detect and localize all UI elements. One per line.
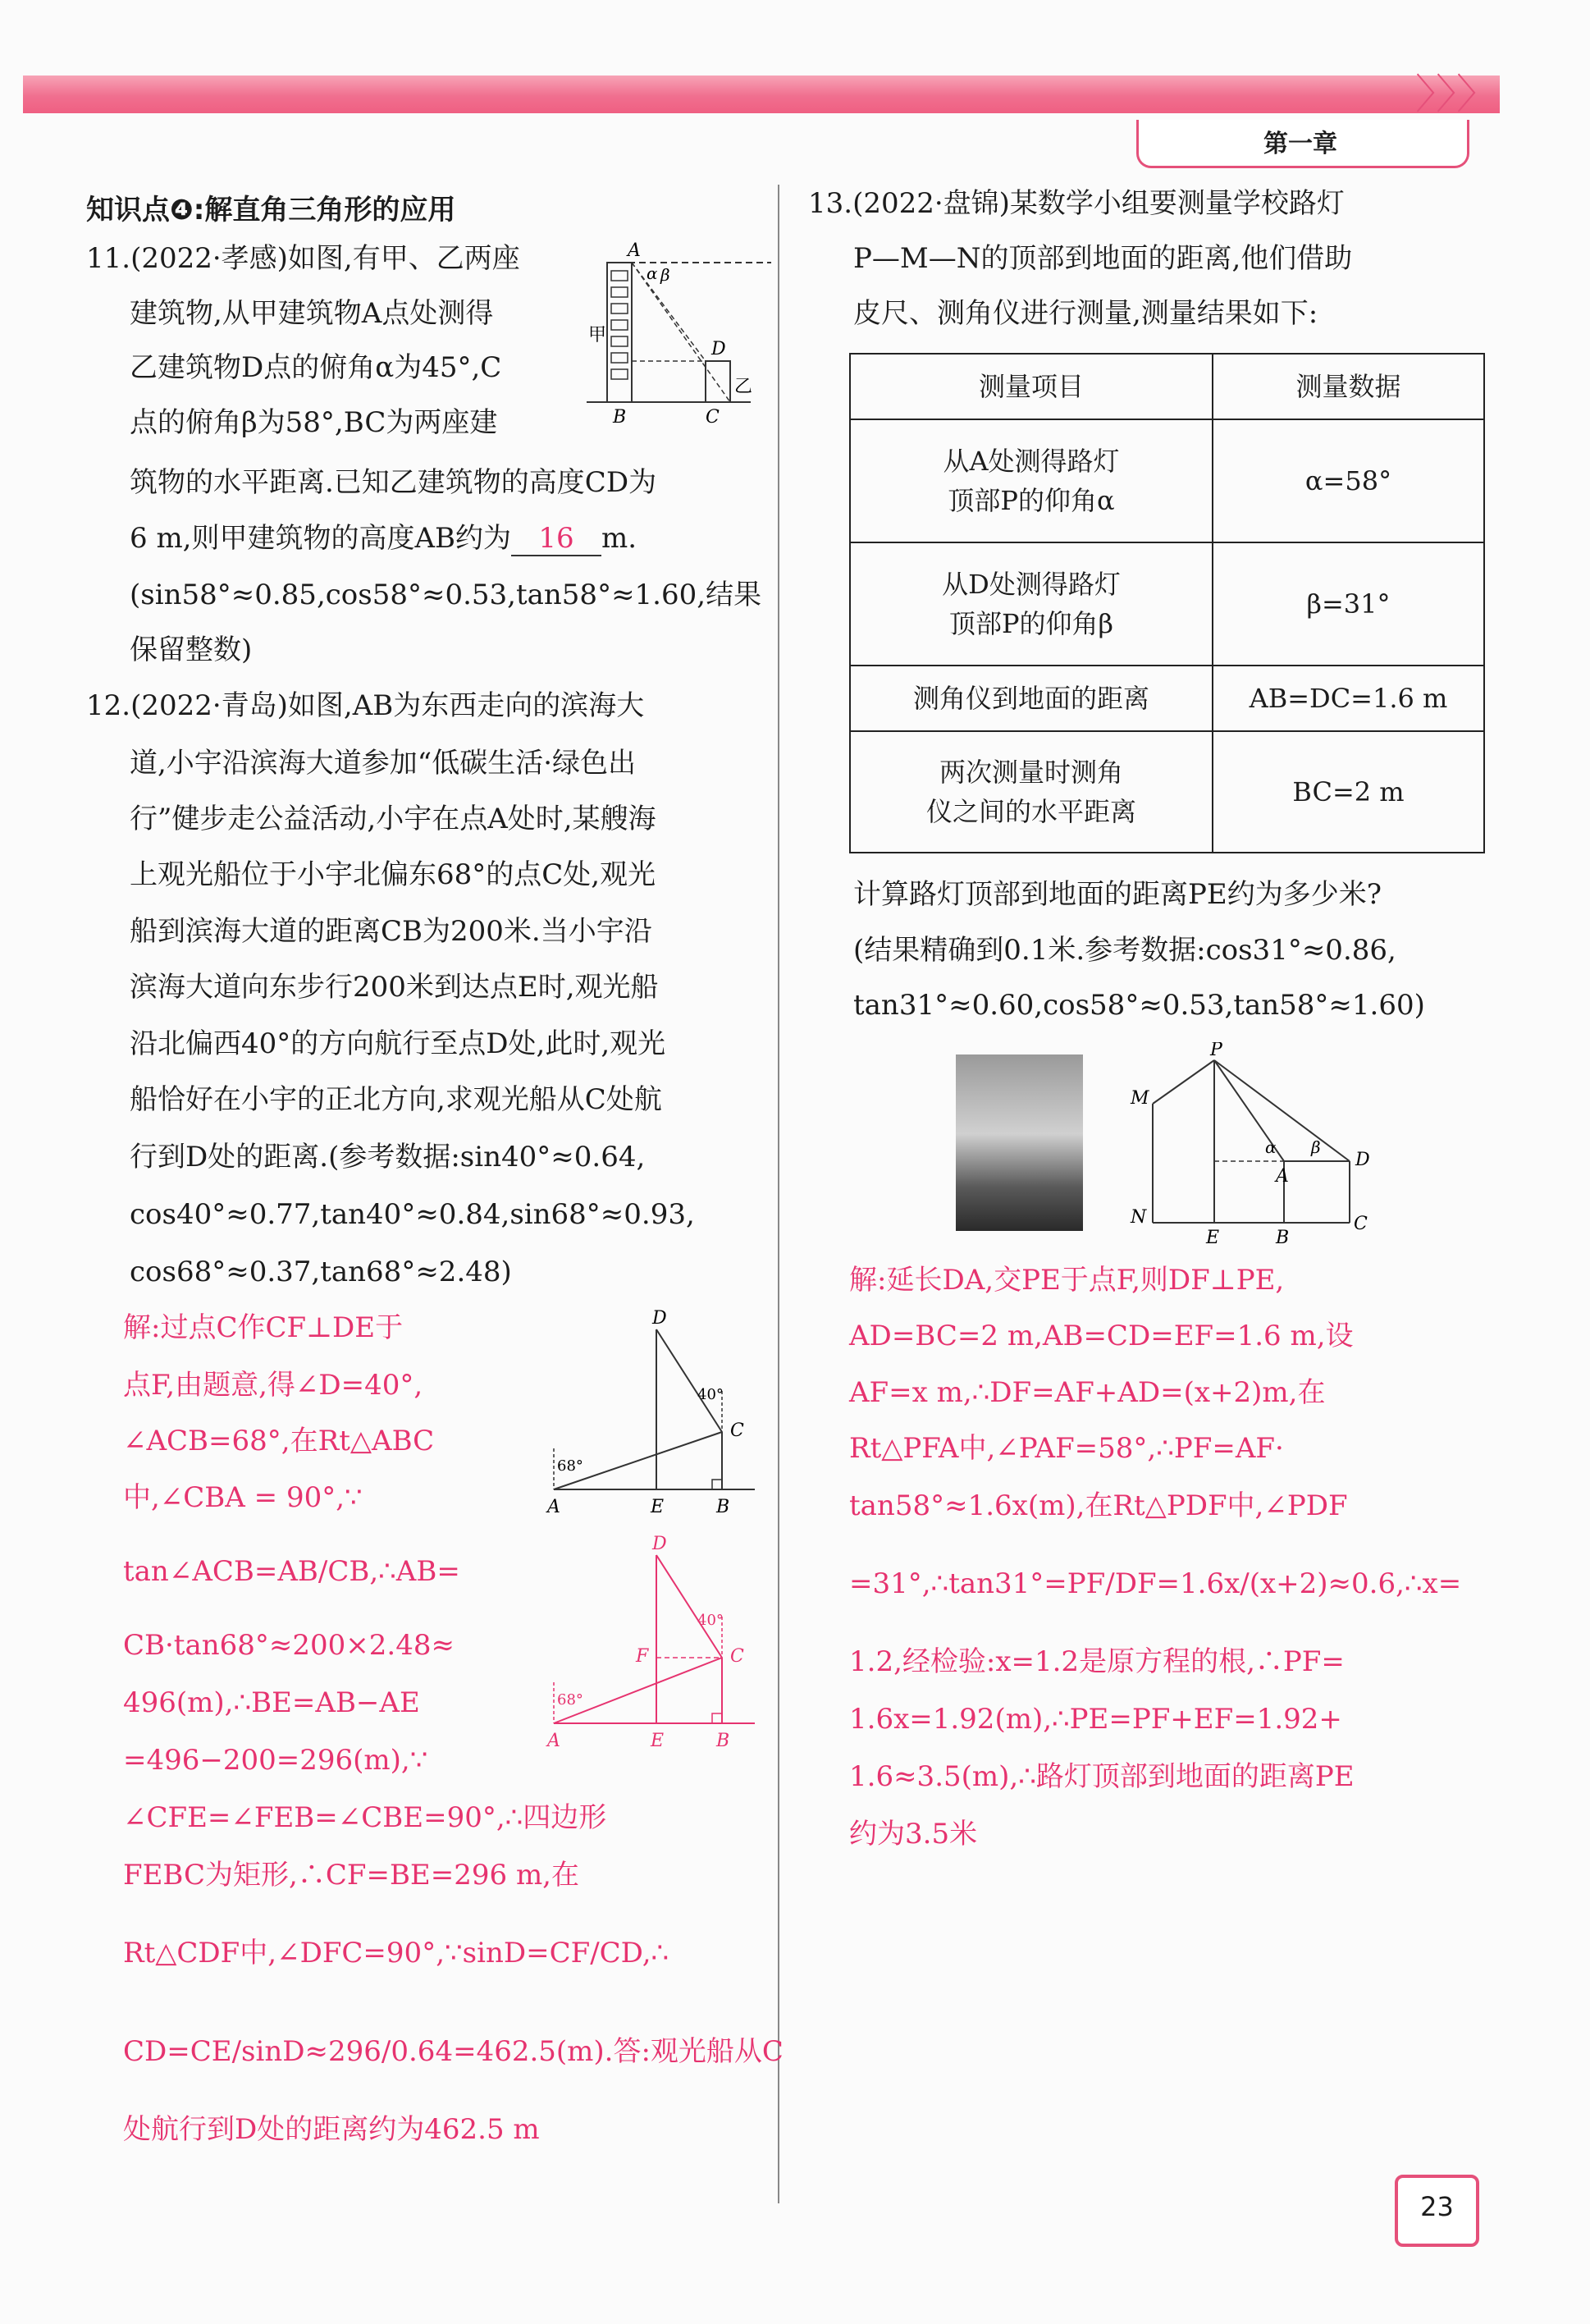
q12-solution-line: 点F,由题意,得∠D=40°, — [123, 1369, 423, 1402]
label-C: C — [1354, 1214, 1368, 1234]
q13-after-line: 计算路灯顶部到地面的距离PE约为多少米? — [853, 878, 1382, 911]
label-68: 68° — [557, 1691, 583, 1709]
label-C: C — [730, 1420, 744, 1441]
label-D: D — [652, 1309, 667, 1329]
q12-line: 滨海大道向东步行200米到达点E时,观光船 — [130, 971, 659, 1004]
q13-after-line: (结果精确到0.1米.参考数据:cos31°≈0.86, — [853, 934, 1396, 967]
label-40: 40° — [697, 1386, 724, 1403]
q12-solution-line: CD=CE/sinD≈296/0.64=462.5(m).答:观光船从C — [123, 2035, 784, 2068]
q12-solution-line: =496−200=296(m),∵ — [123, 1744, 428, 1777]
q11-line: 6 m,则甲建筑物的高度AB约为 16 m. — [130, 522, 637, 555]
label-B: B — [613, 407, 627, 427]
table-cell: 两次测量时测角 仪之间的水平距离 — [850, 731, 1213, 853]
measurement-table — [849, 353, 1485, 853]
q13-solution-line: 1.2,经检验:x=1.2是原方程的根,∴PF= — [849, 1645, 1345, 1678]
label-D: D — [1355, 1150, 1370, 1170]
q13-figure — [1124, 1042, 1387, 1247]
table-cell: 测角仪到地面的距离 — [850, 666, 1213, 731]
q12-figure-1 — [537, 1309, 767, 1530]
label-B: B — [716, 1497, 730, 1517]
label-E: E — [651, 1497, 665, 1517]
label-beta: β — [1311, 1137, 1321, 1157]
chapter-title: 第一章 — [1263, 130, 1337, 158]
building-yi — [706, 361, 730, 402]
q12-line: 船恰好在小宇的正北方向,求观光船从C处航 — [130, 1083, 662, 1116]
q13-solution-line: Rt△PFA中,∠PAF=58°,∴PF=AF· — [849, 1432, 1284, 1465]
q12-solution-line: tan∠ACB=AB/CB,∴AB= — [123, 1555, 460, 1588]
q12-solution-line: CB·tan68°≈200×2.48≈ — [123, 1629, 455, 1662]
header-bar — [23, 71, 1500, 118]
label-C: C — [730, 1646, 744, 1667]
label-jia: 甲 — [588, 325, 607, 345]
label-40: 40° — [697, 1612, 724, 1629]
q12-line: 行”健步走公益活动,小宇在点A处时,某艘海 — [130, 803, 656, 835]
q12-line: 道,小宇沿滨海大道参加“低碳生活·绿色出 — [130, 747, 636, 780]
q13-after-line: tan31°≈0.60,cos58°≈0.53,tan58°≈1.60) — [853, 989, 1425, 1022]
label-E: E — [651, 1731, 665, 1751]
q12-line: 上观光船位于小宇北偏东68°的点C处,观光 — [130, 858, 656, 891]
q11-line: 11.(2022·孝感)如图,有甲、乙两座 — [86, 242, 520, 275]
q12-solution-line: ∠ACB=68°,在Rt△ABC — [123, 1425, 435, 1457]
q13-line: 13.(2022·盘锦)某数学小组要测量学校路灯 — [808, 187, 1345, 220]
label-A: A — [628, 240, 641, 261]
q13-solution-line: AF=x m,∴DF=AF+AD=(x+2)m,在 — [849, 1376, 1326, 1409]
chevron-icons: 〉〉〉 — [1415, 71, 1497, 118]
q11-line: 建筑物,从甲建筑物A点处测得 — [130, 297, 494, 330]
q13-solution-line: tan58°≈1.6x(m),在Rt△PDF中,∠PDF — [849, 1489, 1348, 1522]
q12-solution-line: Rt△CDF中,∠DFC=90°,∵sinD=CF/CD,∴ — [123, 1937, 669, 1969]
label-D: D — [711, 339, 726, 359]
table-cell: 从D处测得路灯 顶部P的仰角β — [850, 542, 1213, 666]
q12-solution-line: ∠CFE=∠FEB=∠CBE=90°,∴四边形 — [123, 1801, 607, 1834]
label-yi: 乙 — [734, 377, 753, 397]
table-cell: 从A处测得路灯 顶部P的仰角α — [850, 419, 1213, 542]
label-B: B — [1276, 1228, 1290, 1247]
label-A: A — [1276, 1166, 1289, 1187]
q13-solution-line: 解:延长DA,交PE于点F,则DF⊥PE, — [849, 1264, 1285, 1297]
table-cell: β=31° — [1213, 542, 1484, 666]
q12-solution-line: 中,∠CBA = 90°,∵ — [123, 1481, 363, 1514]
column-divider — [778, 185, 779, 2203]
label-M: M — [1131, 1088, 1149, 1109]
q12-line: 12.(2022·青岛)如图,AB为东西走向的滨海大 — [86, 689, 645, 722]
label-A: A — [547, 1497, 560, 1517]
q11-line: (sin58°≈0.85,cos58°≈0.53,tan58°≈1.60,结果 — [130, 579, 762, 611]
label-D: D — [652, 1535, 667, 1554]
q11-line: 保留整数) — [130, 634, 253, 666]
label-C: C — [706, 407, 720, 427]
q11-figure — [578, 238, 775, 427]
table-cell: AB=DC=1.6 m — [1213, 666, 1484, 731]
table-cell: BC=2 m — [1213, 731, 1484, 853]
label-A: A — [547, 1731, 560, 1751]
table-header: 测量项目 — [850, 354, 1213, 419]
q12-line: 船到滨海大道的距离CB为200米.当小宇沿 — [130, 915, 652, 948]
streetlight-photo — [956, 1054, 1083, 1231]
q12-line: 行到D处的距离.(参考数据:sin40°≈0.64, — [130, 1141, 646, 1173]
q12-solution-line: 处航行到D处的距离约为462.5 m — [123, 2113, 540, 2146]
q12-solution-line: 解:过点C作CF⊥DE于 — [123, 1311, 404, 1344]
table-cell: α=58° — [1213, 419, 1484, 542]
q13-line: 皮尺、测角仪进行测量,测量结果如下: — [853, 297, 1318, 330]
q12-figure-2 — [537, 1535, 767, 1756]
q13-solution-line: AD=BC=2 m,AB=CD=EF=1.6 m,设 — [849, 1320, 1354, 1352]
label-alpha: α — [647, 263, 658, 283]
label-B: B — [716, 1731, 730, 1751]
q11-line: 筑物的水平距离.已知乙建筑物的高度CD为 — [130, 466, 657, 499]
q12-line: cos68°≈0.37,tan68°≈2.48) — [130, 1256, 512, 1288]
q13-line: P—M—N的顶部到地面的距离,他们借助 — [853, 242, 1353, 275]
q13-solution-line: =31°,∴tan31°=PF/DF=1.6x/(x+2)≈0.6,∴x= — [849, 1567, 1462, 1600]
q13-solution-line: 1.6≈3.5(m),∴路灯顶部到地面的距离PE — [849, 1760, 1355, 1793]
q11-answer: 16 — [511, 522, 601, 556]
label-beta: β — [660, 265, 670, 285]
label-N: N — [1131, 1207, 1147, 1228]
label-F: F — [636, 1646, 649, 1667]
label-E: E — [1206, 1228, 1220, 1247]
label-68: 68° — [557, 1457, 583, 1475]
sight-line-c — [632, 263, 730, 402]
q12-solution-line: 496(m),∴BE=AB−AE — [123, 1686, 420, 1719]
q11-line: 点的俯角β为58°,BC为两座建 — [130, 406, 498, 439]
q12-line: 沿北偏西40°的方向航行至点D处,此时,观光 — [130, 1027, 666, 1060]
q12-line: cos40°≈0.77,tan40°≈0.84,sin68°≈0.93, — [130, 1198, 695, 1231]
label-P: P — [1210, 1042, 1222, 1060]
q13-solution-line: 1.6x=1.92(m),∴PE=PF+EF=1.92+ — [849, 1703, 1342, 1736]
page-number: 23 — [1420, 2191, 1454, 2222]
section-title: 知识点❹:解直角三角形的应用 — [86, 194, 456, 226]
q12-solution-line: FEBC为矩形,∴CF=BE=296 m,在 — [123, 1859, 579, 1892]
building-jia — [607, 263, 632, 402]
table-header: 测量数据 — [1213, 354, 1484, 419]
q13-solution-line: 约为3.5米 — [849, 1818, 978, 1851]
label-alpha: α — [1265, 1137, 1277, 1157]
q11-line: 乙建筑物D点的俯角α为45°,C — [130, 351, 502, 384]
